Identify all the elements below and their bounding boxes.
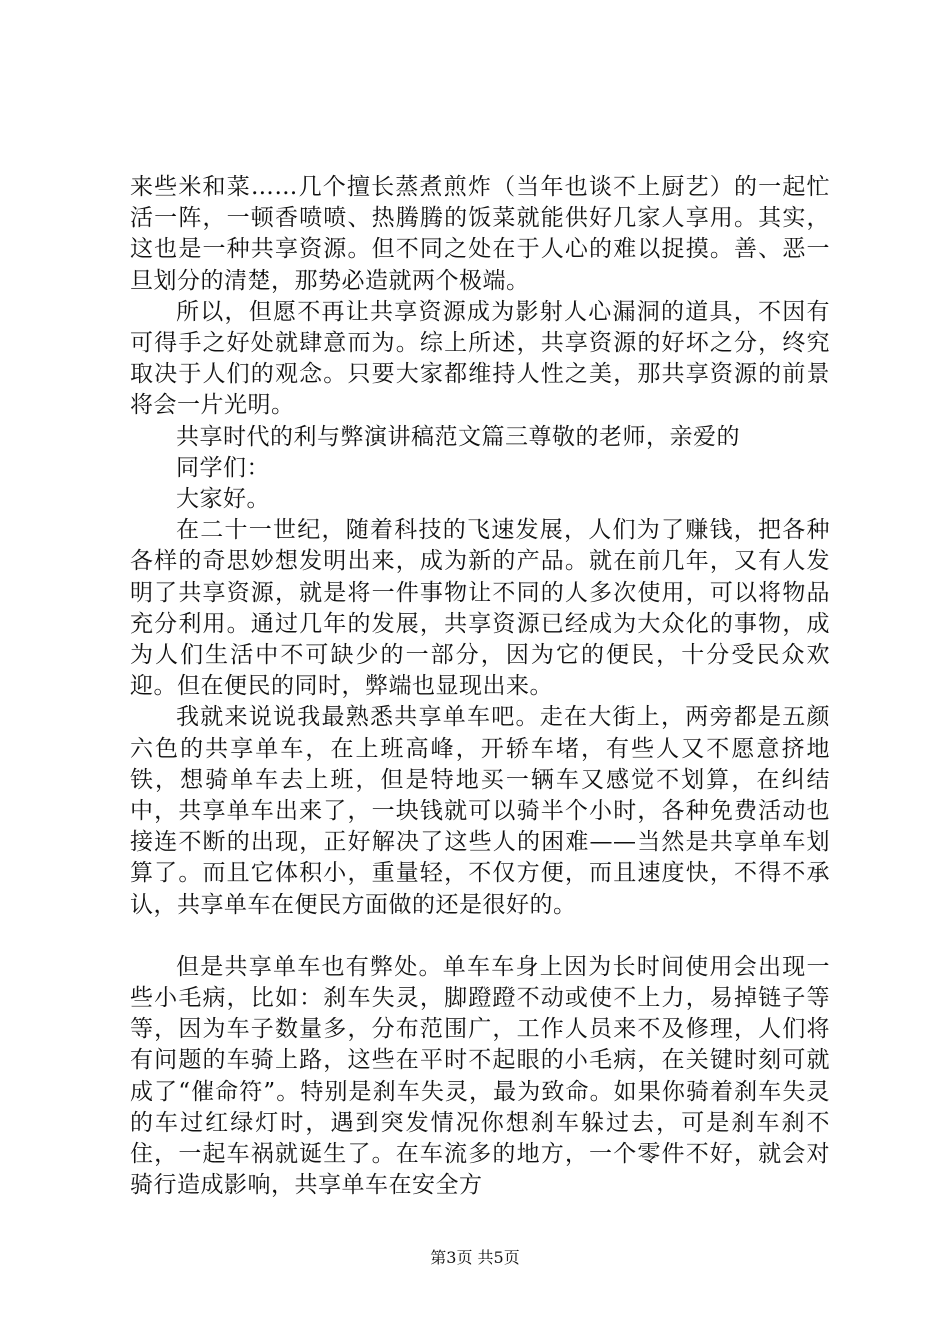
document-body <box>130 172 830 1202</box>
paragraph-advantages: 我就来说说我最熟悉共享单车吧。走在大街上，两旁都是五颜六色的共享单车，在上班高峰，开轿车堵，有些人又不愿意挤地铁，想骑单车去上班，但是特地买一辆车又感觉不划算，在纠结中，共享单车出来了，一块钱就可以骑半个小时，各种免费活动也接连不断的出现，正好解决了这些人的困难——当然是共享单车划算了。而且它体积小，重量轻，不仅方便，而且速度快，不得不承认，共享单车在便民方面做的还是很好的。 <box>130 704 830 918</box>
paragraph-introduction: 在二十一世纪，随着科技的飞速发展，人们为了赚钱，把各种各样的奇思妙想发明出来，成为新的产品。就在前几年，又有人发明了共享资源，就是将一件事物让不同的人多次使用，可以将物品充分利用。通过几年的发展，共享资源已经成为大众化的事物，成为人们生活中不可缺少的一部分，因为它的便民，十分受民众欢迎。但在便民的同时，弊端也显现出来。 <box>130 517 830 700</box>
page-number: 第3页 共5页 <box>430 1248 520 1267</box>
paragraph-continuation: 来些米和菜……几个擅长蒸煮煎炸（当年也谈不上厨艺）的一起忙活一阵，一顿香喷喷、热腾腾的饭菜就能供好几家人享用。其实，这也是一种共享资源。但不同之处在于人心的难以捉摸。善、恶一旦划分的清楚，那势必造就两个极端。 <box>130 174 830 294</box>
section-heading: 共享时代的利与弊演讲稿范文篇三尊敬的老师，亲爱的 <box>176 423 740 450</box>
paragraph-conclusion: 所以，但愿不再让共享资源成为影射人心漏洞的道具，不因有可得手之好处就肆意而为。综上所述，共享资源的好坏之分，终究取决于人们的观念。只要大家都维持人性之美，那共享资源的前景将会一片光明。 <box>130 298 830 419</box>
salutation: 同学们： <box>176 454 270 481</box>
greeting: 大家好。 <box>176 486 270 513</box>
paragraph-disadvantages: 但是共享单车也有弊处。单车车身上因为长时间使用会出现一些小毛病，比如：刹车失灵，脚蹬蹬不动或使不上力，易掉链子等等，因为车子数量多，分布范围广，工作人员来不及修理，人们将有问题的车骑上路，这些在平时不起眼的小毛病，在关键时刻可就成了“催命符”。特别是刹车失灵，最为致命。如果你骑着刹车失灵的车过红绿灯时，遇到突发情况你想刹车躲过去，可是刹车刹不住，一起车祸就诞生了。在车流多的地方，一个零件不好，就会对骑行造成影响，共享单车在安全方 <box>130 953 830 1199</box>
